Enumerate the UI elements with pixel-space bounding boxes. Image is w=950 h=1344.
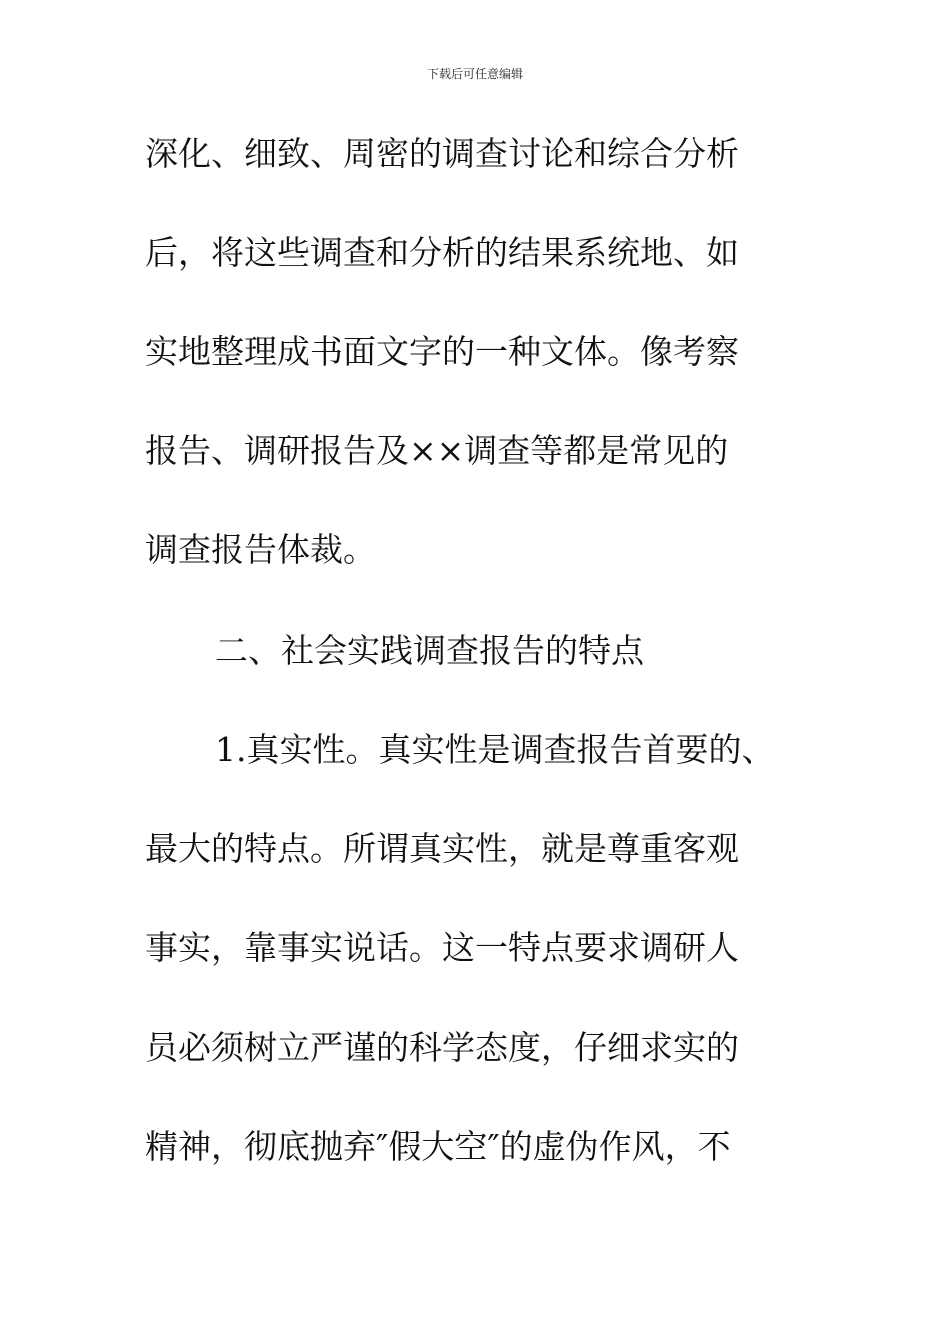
body-line-4: 报告、调研报告及××调查等都是常见的: [145, 431, 729, 470]
body-line-2: 后，将这些调查和分析的结果系统地、如: [145, 233, 739, 272]
body-line-11: 精神，彻底抛弃″假大空″的虚伪作风，不: [145, 1127, 731, 1166]
body-line-7: 1.真实性。真实性是调查报告首要的、: [215, 730, 775, 769]
body-line-3: 实地整理成书面文字的一种文体。像考察: [145, 332, 739, 371]
body-line-1: 深化、细致、周密的调查讨论和综合分析: [145, 134, 739, 173]
page-header: 下载后可任意编辑: [426, 67, 523, 81]
body-line-9: 事实，靠事实说话。这一特点要求调研人: [145, 928, 739, 967]
section-heading: 二、社会实践调查报告的特点: [215, 631, 644, 670]
body-line-5: 调查报告体裁。: [145, 530, 376, 569]
body-line-10: 员必须树立严谨的科学态度，仔细求实的: [145, 1028, 739, 1067]
body-line-8: 最大的特点。所谓真实性，就是尊重客观: [145, 829, 739, 868]
